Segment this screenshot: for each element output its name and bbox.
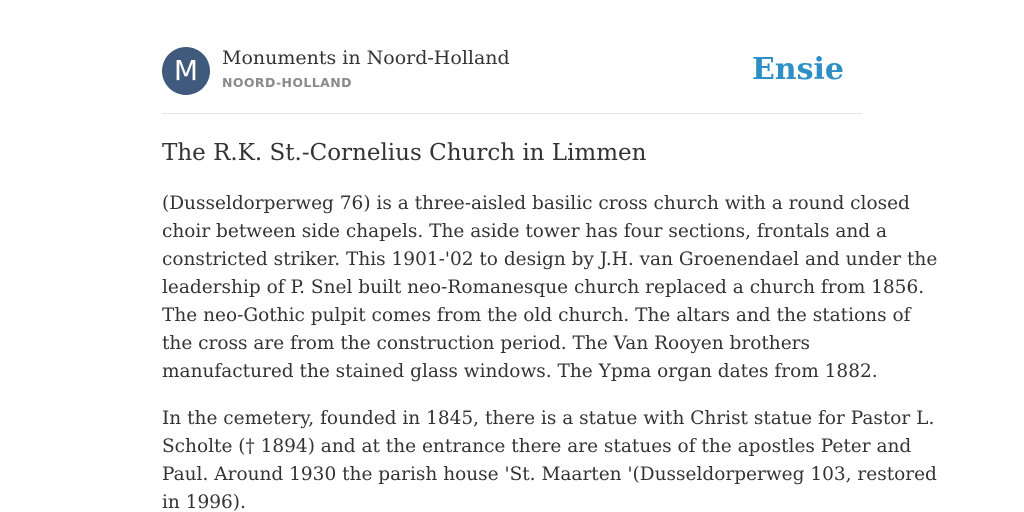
- avatar[interactable]: M: [162, 47, 210, 95]
- paragraph-line: in 1996).: [162, 492, 246, 512]
- paragraph-line: In the cemetery, founded in 1845, there is a statue with Christ statue for Pastor L.: [162, 408, 935, 429]
- article-title: The R.K. St.-Cornelius Church in Limmen: [162, 140, 647, 166]
- paragraph-line: (Dusseldorperweg 76) is a three-aisled basilic cross church with a round closed: [162, 193, 910, 214]
- paragraph-1: [162, 190, 938, 386]
- paragraph-line: constricted striker. This 1901-'02 to design by J.H. van Groenendael and under the: [162, 249, 938, 270]
- paragraph-line: The neo-Gothic pulpit comes from the old church. The altars and the stations of: [162, 305, 911, 326]
- paragraph-line: the cross are from the construction period. The Van Rooyen brothers: [162, 333, 810, 354]
- header-divider: [162, 113, 862, 114]
- brand-logo[interactable]: Ensie: [751, 52, 844, 87]
- paragraph-line: Scholte († 1894) and at the entrance there are statues of the apostles Peter and: [162, 436, 912, 457]
- paragraph-2: [162, 405, 937, 512]
- paragraph-line: manufactured the stained glass windows. The Ypma organ dates from 1882.: [162, 361, 878, 382]
- header: [162, 47, 862, 95]
- source-subtitle[interactable]: NOORD-HOLLAND: [222, 75, 352, 90]
- source-title[interactable]: Monuments in Noord-Holland: [222, 47, 510, 69]
- paragraph-line: leadership of P. Snel built neo-Romanesque church replaced a church from 1856.: [162, 277, 925, 298]
- paragraph-line: choir between side chapels. The aside tower has four sections, frontals and a: [162, 221, 888, 242]
- paragraph-line: Paul. Around 1930 the parish house 'St. Maarten '(Dusseldorperweg 103, restored: [162, 464, 937, 485]
